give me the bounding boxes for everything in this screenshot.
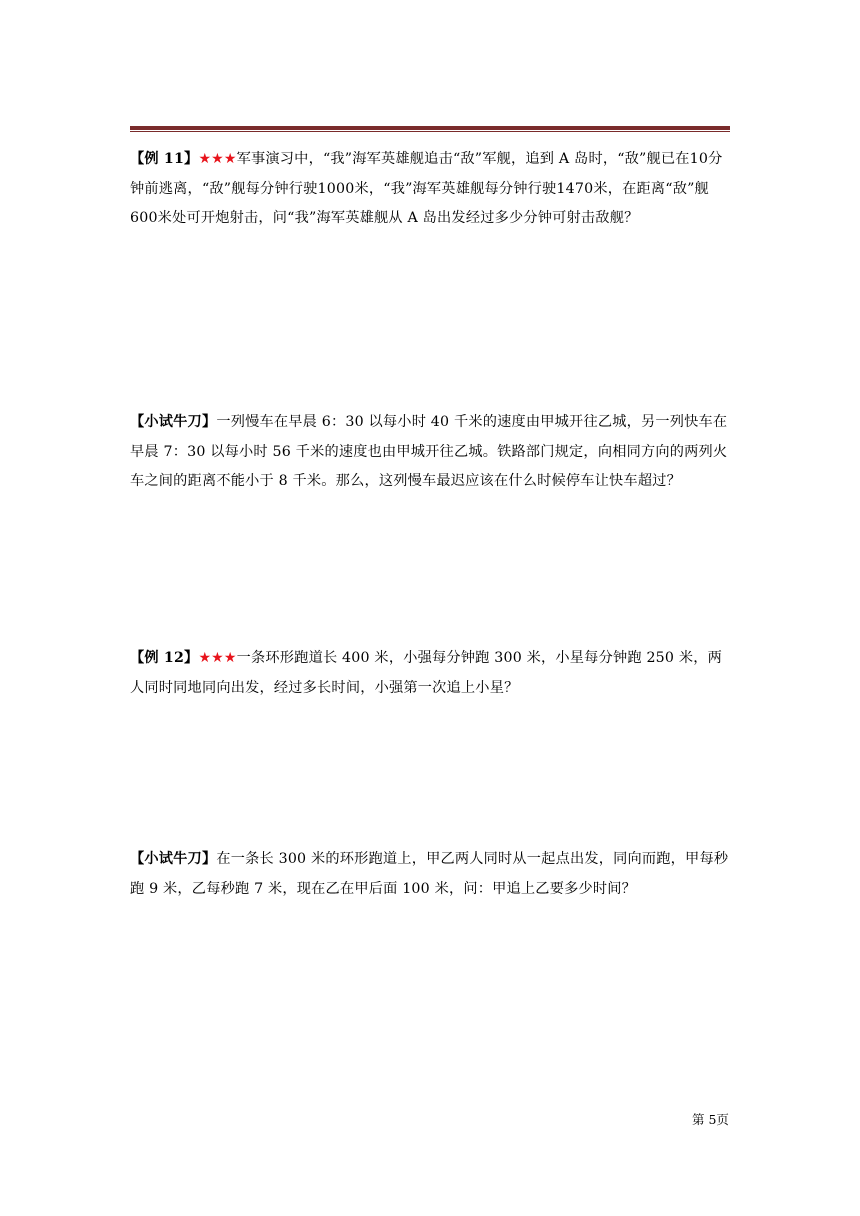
problem-label: 【例 11】 — [130, 151, 199, 167]
header-rule-thin — [130, 131, 730, 132]
header-rule — [130, 126, 730, 132]
problem-text: 在一条长 300 米的环形跑道上，甲乙两人同时从一起点出发，同向而跑，甲每秒跑 9 米，乙每秒跑 7 米，现在乙在甲后面 100 米，问：甲追上乙要多少时间？ — [130, 851, 729, 897]
problem-label: 【小试牛刀】 — [130, 851, 217, 867]
problem-practice-1 — [130, 408, 735, 497]
problem-example-11 — [130, 145, 735, 234]
header-rule-thick — [130, 126, 730, 130]
problem-label: 【例 12】 — [130, 650, 199, 666]
problem-text: 一条环形跑道长 400 米，小强每分钟跑 300 米，小星每分钟跑 250 米，两人同时同地同向出发，经过多长时间，小强第一次追上小星？ — [130, 650, 722, 696]
page-number: 第 5页 — [692, 1112, 729, 1127]
problem-practice-2 — [130, 845, 735, 904]
problem-label: 【小试牛刀】 — [130, 414, 217, 430]
problem-text: 军事演习中，“我”海军英雄舰追击“敌”军舰，追到 A 岛时，“敌”舰已在10分钟前逃离，“敌”舰每分钟行驶1000米，“我”海军英雄舰每分钟行驶1470米，在距离“敌”舰600米处可开炮射击，问“我”海军英雄舰从 A 岛出发经过多少分钟可射击敌舰？ — [130, 151, 723, 226]
problem-text: 一列慢车在早晨 6：30 以每小时 40 千米的速度由甲城开往乙城，另一列快车在早晨 7：30 以每小时 56 千米的速度也由甲城开往乙城。铁路部门规定，向相同方向的两列火车之间的距离不能小于 8 千米。那么，这列慢车最迟应该在什么时候停车让快车超过？ — [130, 414, 728, 489]
difficulty-stars-icon: ★★★ — [198, 151, 237, 167]
difficulty-stars-icon: ★★★ — [198, 650, 237, 666]
problem-example-12 — [130, 644, 735, 703]
